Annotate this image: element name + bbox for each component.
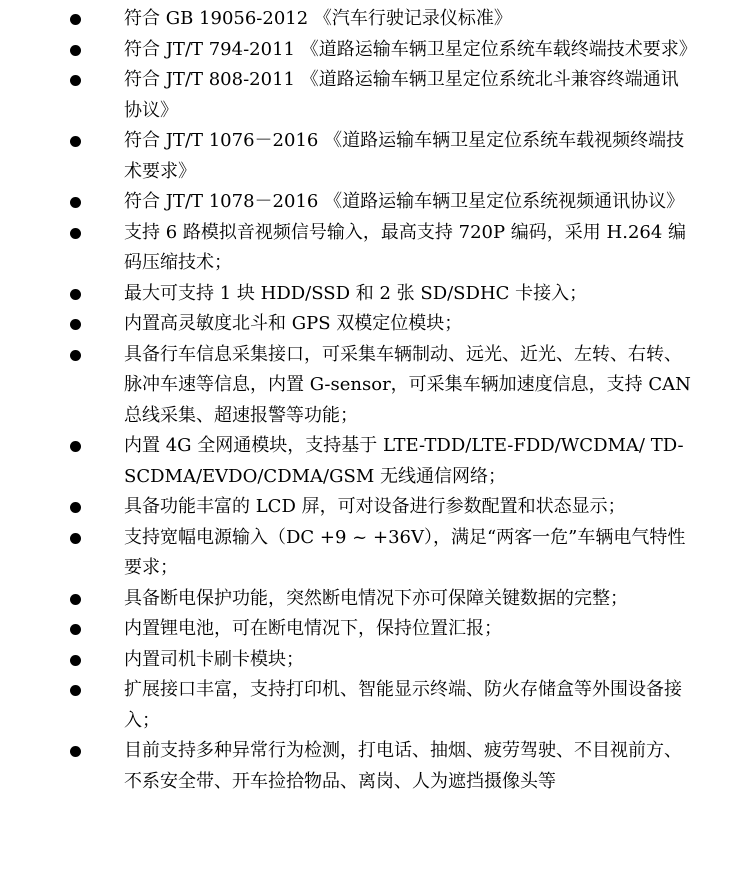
bullet-icon (70, 319, 81, 330)
list-item (70, 614, 695, 645)
list-item-text: 支持宽幅电源输入（DC +9 ~ +36V），满足“两客一危”车辆电气特性要求； (124, 526, 686, 578)
bullet-icon (70, 136, 81, 147)
list-item (70, 675, 695, 736)
list-item-text: 符合 GB 19056-2012 《汽车行驶记录仪标准》 (124, 8, 512, 29)
list-item-text: 内置司机卡刷卡模块； (124, 648, 304, 670)
list-item-text: 目前支持多种异常行为检测，打电话、抽烟、疲劳驾驶、不目视前方、不系安全带、开车捡拾物品、离岗、人为遮挡摄像头等 (124, 740, 682, 792)
list-item (70, 645, 695, 676)
bullet-icon (70, 289, 81, 300)
list-item (70, 340, 695, 432)
bullet-icon (70, 197, 81, 208)
bullet-icon (70, 228, 81, 239)
list-item-text: 扩展接口丰富，支持打印机、智能显示终端、防火存储盒等外围设备接入； (124, 679, 682, 731)
bullet-icon (70, 14, 81, 25)
bullet-icon (70, 350, 81, 361)
bullet-icon (70, 75, 81, 86)
bullet-icon (70, 655, 81, 666)
bullet-icon (70, 441, 81, 452)
list-item (70, 492, 695, 523)
list-item-text: 内置 4G 全网通模块，支持基于 LTE-TDD/LTE-FDD/WCDMA/ TD-SCDMA/EVDO/CDMA/GSM 无线通信网络； (124, 435, 684, 487)
list-item (70, 65, 695, 126)
list-item (70, 218, 695, 279)
bullet-icon (70, 685, 81, 696)
list-item-text: 支持 6 路模拟音视频信号输入，最高支持 720P 编码，采用 H.264 编码压缩技术； (124, 221, 687, 273)
list-item-text: 符合 JT/T 808-2011 《道路运输车辆卫星定位系统北斗兼容终端通讯协议》 (124, 69, 679, 121)
bullet-icon (70, 594, 81, 605)
bullet-icon (70, 533, 81, 544)
list-item (70, 126, 695, 187)
list-item-text: 符合 JT/T 1078－2016 《道路运输车辆卫星定位系统视频通讯协议》 (124, 191, 685, 212)
list-item (70, 187, 695, 218)
list-item (70, 35, 695, 66)
list-item-text: 符合 JT/T 794-2011 《道路运输车辆卫星定位系统车载终端技术要求》 (124, 38, 697, 60)
bullet-icon (70, 45, 81, 56)
list-item-text: 具备断电保护功能，突然断电情况下亦可保障关键数据的完整； (124, 587, 628, 609)
list-item (70, 523, 695, 584)
list-item (70, 4, 695, 35)
bullet-icon (70, 502, 81, 513)
list-item-text: 符合 JT/T 1076－2016 《道路运输车辆卫星定位系统车载视频终端技术要求》 (124, 130, 685, 182)
list-item (70, 736, 695, 797)
feature-list (70, 4, 695, 797)
list-item-text: 内置高灵敏度北斗和 GPS 双模定位模块； (124, 313, 463, 334)
bullet-icon (70, 624, 81, 635)
list-item-text: 具备行车信息采集接口，可采集车辆制动、远光、近光、左转、右转、脉冲车速等信息，内置 G-sensor，可采集车辆加速度信息，支持 CAN 总线采集、超速报警等功能； (124, 343, 691, 426)
bullet-icon (70, 746, 81, 757)
list-item-text: 最大可支持 1 块 HDD/SSD 和 2 张 SD/SDHC 卡接入； (124, 282, 588, 304)
list-item (70, 279, 695, 310)
list-item (70, 431, 695, 492)
list-item (70, 584, 695, 615)
list-item-text: 具备功能丰富的 LCD 屏，可对设备进行参数配置和状态显示； (124, 496, 626, 517)
list-item (70, 309, 695, 340)
list-item-text: 内置锂电池，可在断电情况下，保持位置汇报； (124, 618, 502, 639)
